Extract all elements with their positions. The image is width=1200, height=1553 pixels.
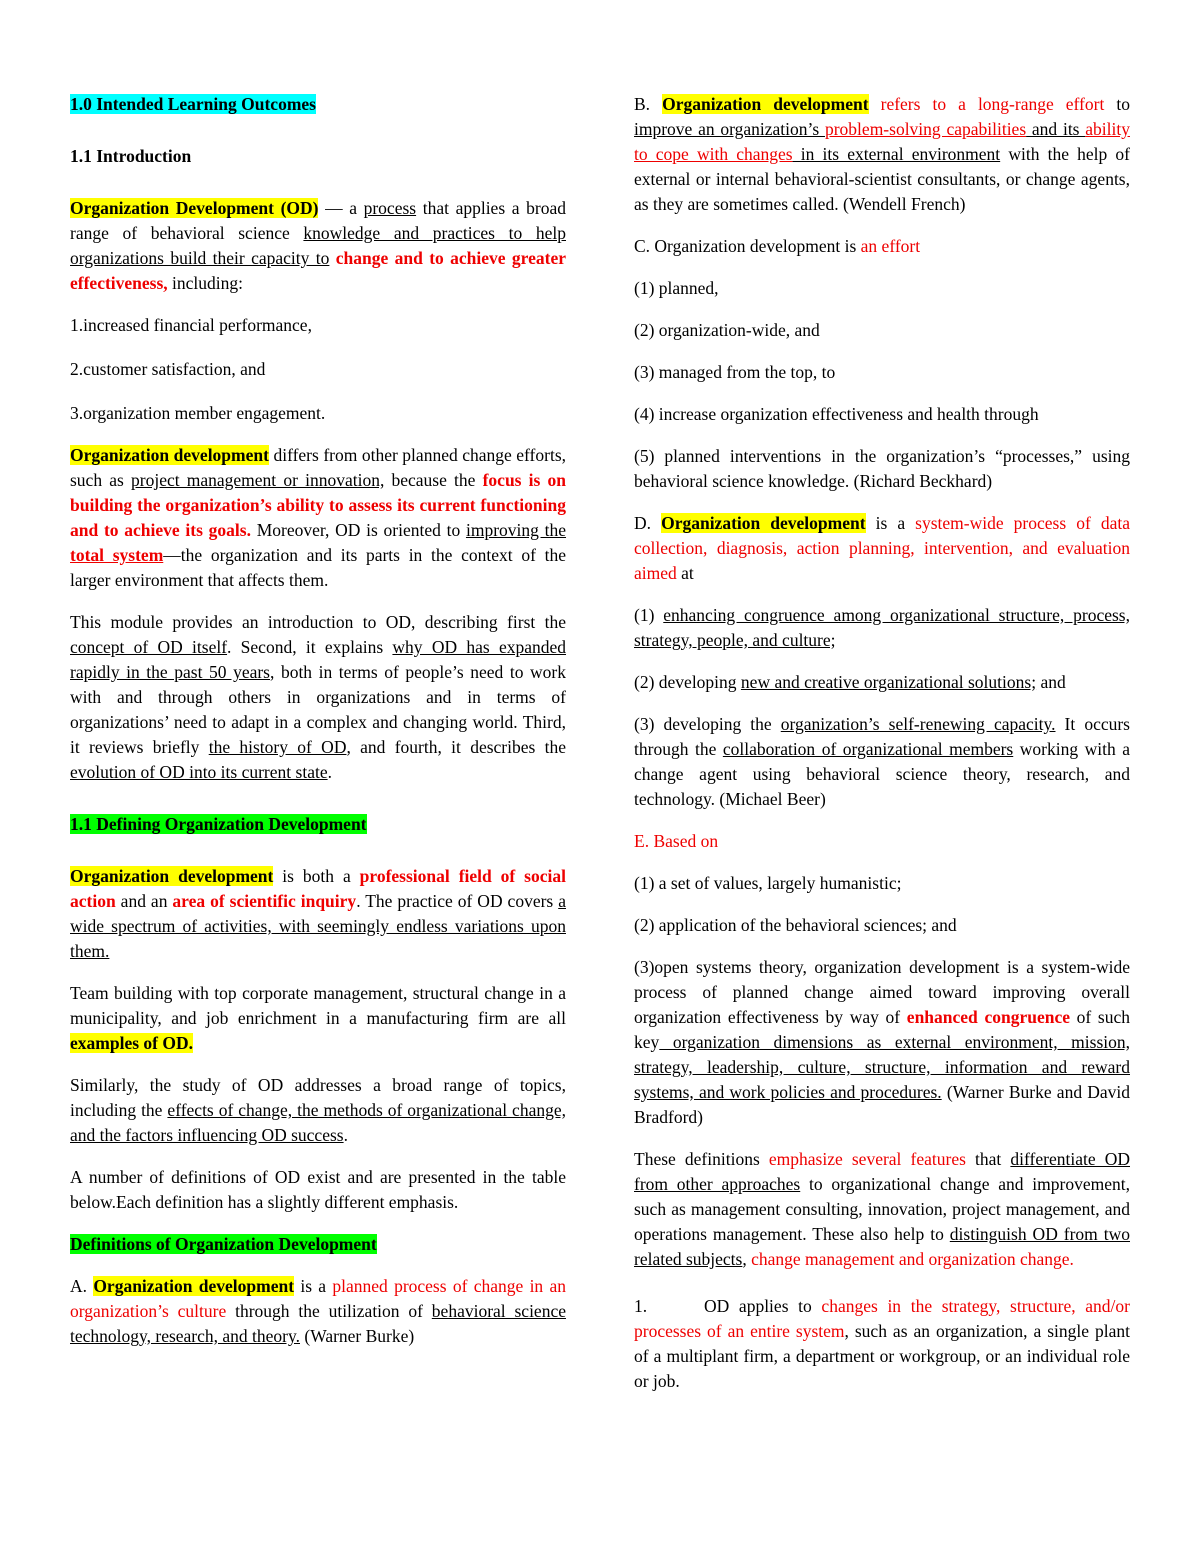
od-applies-item: 1. OD applies to changes in the strategy, structure, and/or processes of an entire system, such as an organization, a single plant of a multiplant firm, a department or workgroup, or an individual role or job. bbox=[634, 1296, 1130, 1391]
right-column bbox=[634, 92, 1130, 1411]
list-item: (2) organization-wide, and bbox=[634, 320, 820, 340]
left-column bbox=[70, 92, 566, 1366]
module-overview-paragraph: This module provides an introduction to OD, describing first the concept of OD itself. Second, it explains why OD has expanded rapidly in the past 50 years, both in terms of people’s need to work with and through others in organizations and in terms of organizations’ need to adapt in a complex and changing world. Third, it reviews briefly the history of OD, and fourth, it describes the evolution of OD into its current state. bbox=[70, 612, 567, 782]
heading-definitions: Definitions of Organization Development bbox=[70, 1234, 377, 1254]
list-item: (2) application of the behavioral sciences; and bbox=[634, 915, 957, 935]
heading-learning-outcomes: 1.0 Intended Learning Outcomes bbox=[70, 94, 316, 114]
list-item: 3.organization member engagement. bbox=[70, 403, 326, 423]
definition-a: A. Organization development is a planned process of change in an organization’s culture through the utilization of behavioral science technology, research, and theory. (Warner Burke) bbox=[70, 1276, 566, 1346]
definition-d: D. Organization development is a system-wide process of data collection, diagnosis, action planning, intervention, and evaluation aimed at bbox=[634, 513, 1130, 583]
number-of-definitions-paragraph: A number of definitions of OD exist and are presented in the table below.Each definition has a slightly different emphasis. bbox=[70, 1167, 566, 1212]
list-item: (3) developing the organization’s self-renewing capacity. It occurs through the collaboration of organizational members working with a change agent using behavioral science theory, research, and technology. (Michael Beer) bbox=[634, 714, 1130, 809]
definition-e: E. Based on bbox=[634, 831, 719, 851]
list-item: 1.increased financial performance, bbox=[70, 315, 312, 335]
team-building-paragraph: Team building with top corporate management, structural change in a municipality, and job enrichment in a manufacturing firm are all examples of OD. bbox=[70, 983, 566, 1053]
definition-b: B. Organization development refers to a long-range effort to improve an organization’s problem-solving capabilities and its ability to cope with changes in its external environment with the help of external or internal behavioral-scientist consultants, or change agents, as they are sometimes called. (Wendell French) bbox=[634, 94, 1130, 214]
heading-introduction: 1.1 Introduction bbox=[70, 146, 192, 166]
similarly-paragraph: Similarly, the study of OD addresses a broad range of topics, including the effects of change, the methods of organizational change, and the factors influencing OD success. bbox=[70, 1075, 566, 1145]
differs-paragraph: Organization development differs from other planned change efforts, such as project management or innovation, because the focus is on building the organization’s ability to assess its current functioning and to achieve its goals. Moreover, OD is oriented to improving the total system—the organization and its parts in the context of the larger environment that affects them. bbox=[70, 445, 567, 590]
list-item: (5) planned interventions in the organization’s “processes,” using behavioral science knowledge. (Richard Beckhard) bbox=[634, 446, 1130, 491]
list-item: 2.customer satisfaction, and bbox=[70, 359, 266, 379]
list-item: (2) developing new and creative organizational solutions; and bbox=[634, 672, 1066, 692]
list-item: (4) increase organization effectiveness and health through bbox=[634, 404, 1039, 424]
these-definitions-paragraph: These definitions emphasize several features that differentiate OD from other approaches to organizational change and improvement, such as management consulting, innovation, project management, and operations management. These also help to distinguish OD from two related subjects, change management and organization change. bbox=[634, 1149, 1130, 1269]
list-item: (1) a set of values, largely humanistic; bbox=[634, 873, 902, 893]
list-item: (1) enhancing congruence among organizational structure, process, strategy, people, and culture; bbox=[634, 605, 1130, 650]
list-item: (1) planned, bbox=[634, 278, 719, 298]
both-paragraph: Organization development is both a professional field of social action and an area of scientific inquiry. The practice of OD covers a wide spectrum of activities, with seemingly endless variations upon them. bbox=[70, 866, 566, 961]
heading-defining-od: 1.1 Defining Organization Development bbox=[70, 814, 367, 834]
list-item: (3)open systems theory, organization development is a system-wide process of planned change aimed toward improving overall organization effectiveness by way of enhanced congruence of such key organization dimensions as external environment, mission, strategy, leadership, culture, structure, information and reward systems, and work policies and procedures. (Warner Burke and David Bradford) bbox=[634, 957, 1131, 1127]
od-definition-paragraph: Organization Development (OD) — a process that applies a broad range of behavioral science knowledge and practices to help organizations build their capacity to change and to achieve greater effectiveness, including: bbox=[70, 198, 566, 293]
definition-c: C. Organization development is an effort bbox=[634, 236, 921, 256]
list-item: (3) managed from the top, to bbox=[634, 362, 836, 382]
